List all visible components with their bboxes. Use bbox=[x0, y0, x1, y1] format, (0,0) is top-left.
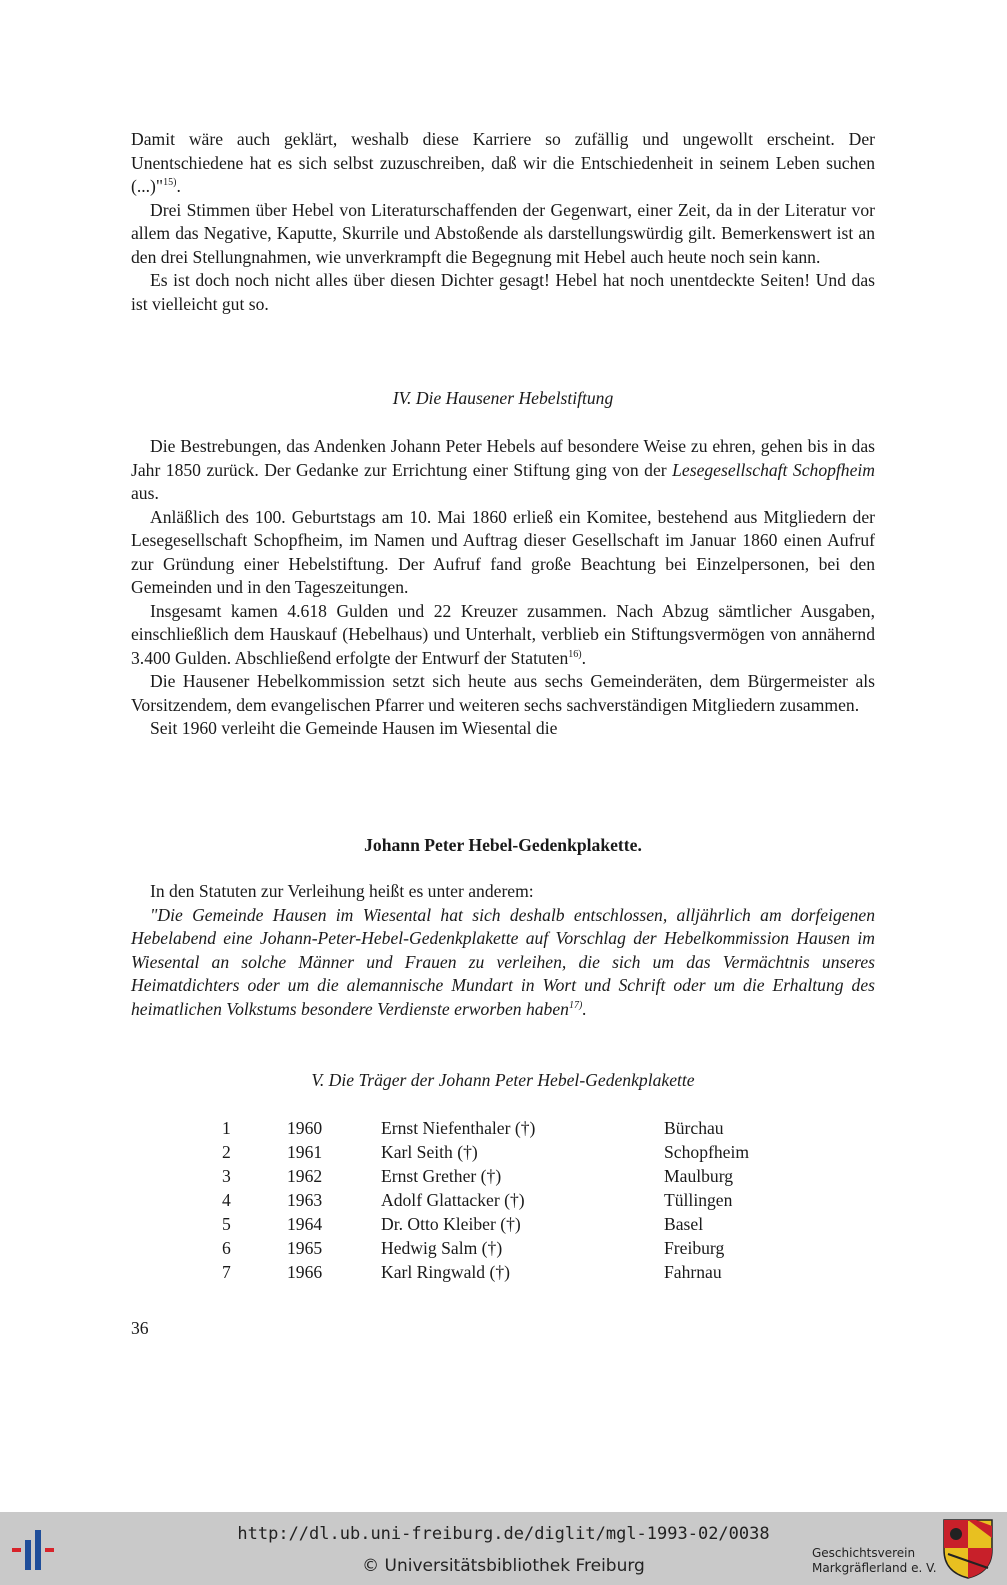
text-block-top bbox=[131, 128, 875, 316]
statute-quote-text: "Die Gemeinde Hausen im Wiesental hat sich deshalb entschlossen, alljährlich am dorfeigenen Hebelabend eine Johann-Peter-Hebel-Gedenkplakette auf Vorschlag der Hebelkommission Hausen im Wiesental an solche Männer und Frauen zu verleihen, die sich um das Vermächtnis unseres Heimatdichters oder um die alemannische Mundart in Wort und Schrift oder um die Erhaltung des heimatlichen Volkstums besondere Verdienste erworben haben bbox=[131, 904, 875, 1019]
row-number: 5 bbox=[222, 1214, 231, 1234]
society-line-2: Markgräflerland e. V. bbox=[812, 1561, 937, 1575]
statute-quote-tail: . bbox=[582, 998, 587, 1019]
bearers-table bbox=[222, 1116, 794, 1284]
section-4-paragraph-3 bbox=[131, 600, 875, 671]
row-year: 1963 bbox=[287, 1190, 323, 1210]
footnote-ref-15: 15) bbox=[163, 177, 177, 188]
footnote-ref-16: 16) bbox=[568, 648, 582, 660]
paragraph-3: Es ist doch noch nicht alles über diesen Dichter gesagt! Hebel hat noch unentdeckte Seiten! Und das ist vielleicht gut so. bbox=[131, 270, 875, 314]
paragraph-1-text: Damit wäre auch geklärt, weshalb diese Karriere so zufällig und ungewollt erscheint. Der Unentschiedene hat es sich selbst zuzuschreiben, daß wir die Entschiedenheit in seinem Leben suchen (...)" bbox=[131, 129, 875, 196]
row-name: Hedwig Salm (†) bbox=[381, 1238, 503, 1258]
section-4-paragraph-5: Seit 1960 verleiht die Gemeinde Hausen im Wiesental die bbox=[150, 718, 558, 738]
row-place: Schopfheim bbox=[664, 1142, 750, 1162]
row-number: 7 bbox=[222, 1262, 231, 1282]
row-number: 2 bbox=[222, 1142, 231, 1162]
section-4-p1-tail: aus. bbox=[131, 483, 159, 503]
section-4-p1-text: Die Bestrebungen, das Andenken Johann Peter Hebels auf besondere Weise zu ehren, gehen bis in das Jahr 1850 zurück. Der Gedanke zur Errichtung einer Stiftung ging von der bbox=[131, 436, 875, 480]
footnote-ref-17: 17) bbox=[568, 999, 583, 1011]
row-place: Basel bbox=[664, 1214, 704, 1234]
row-year: 1966 bbox=[287, 1262, 323, 1282]
section-4-heading: IV. Die Hausener Hebelstiftung bbox=[392, 388, 614, 408]
paragraph-1 bbox=[131, 128, 875, 199]
statute-intro: In den Statuten zur Verleihung heißt es unter anderem: bbox=[150, 881, 534, 901]
coat-of-arms-icon[interactable] bbox=[942, 1518, 994, 1580]
section-4-p3-text: Insgesamt kamen 4.618 Gulden und 22 Kreuzer zusammen. Nach Abzug sämtlicher Ausgaben, einschließlich dem Hauskauf (Hebelhaus) und Unterhalt, verblieb ein Stiftungsvermögen von annähernd 3.400 Gulden. Abschließend erfolgte der Entwurf der Statuten bbox=[131, 600, 875, 668]
lesegesellschaft-italic: Lesegesellschaft Schopfheim bbox=[672, 459, 876, 480]
section-4-paragraph-2: Anläßlich des 100. Geburtstags am 10. Mai 1860 erließ ein Komitee, bestehend aus Mitgliedern der Lesegesellschaft Schopfheim, im Namen und Auftrag dieser Gesellschaft im Januar 1860 einen Aufruf zur Gründung einer Hebelstiftung. Der Aufruf fand große Beachtung bei Einzelpersonen, bei den Gemeinden und in den Tageszeitungen. bbox=[131, 506, 875, 597]
row-name: Adolf Glattacker (†) bbox=[381, 1190, 525, 1210]
row-name: Karl Seith (†) bbox=[381, 1142, 478, 1162]
row-year: 1964 bbox=[287, 1214, 323, 1234]
table-row bbox=[222, 1236, 794, 1260]
society-line-1: Geschichtsverein bbox=[812, 1546, 916, 1560]
row-name: Ernst Niefenthaler (†) bbox=[381, 1118, 536, 1138]
row-number: 4 bbox=[222, 1190, 231, 1210]
row-number: 3 bbox=[222, 1166, 231, 1186]
paragraph-2: Drei Stimmen über Hebel von Literaturschaffenden der Gegenwart, einer Zeit, da in der Literatur vor allem das Negative, Kaputte, Skurrile und Abstoßende als darstellungswürdig gilt. Bemerkenswert ist an den drei Stellungnahmen, wie unverkrampft die Begegnung mit Hebel auch heute noch sein kann. bbox=[131, 199, 875, 267]
row-name: Ernst Grether (†) bbox=[381, 1166, 502, 1186]
text-block-statutes bbox=[131, 880, 875, 1021]
row-year: 1961 bbox=[287, 1142, 323, 1162]
table-row bbox=[222, 1260, 794, 1284]
row-place: Bürchau bbox=[664, 1118, 724, 1138]
row-place: Tüllingen bbox=[664, 1190, 733, 1210]
section-4-paragraph-1 bbox=[131, 435, 875, 506]
row-place: Maulburg bbox=[664, 1166, 734, 1186]
table-row bbox=[222, 1188, 794, 1212]
table-row bbox=[222, 1140, 794, 1164]
table-row bbox=[222, 1164, 794, 1188]
plaque-heading: Johann Peter Hebel-Gedenkplakette. bbox=[364, 835, 642, 855]
section-4-paragraph-4: Die Hausener Hebelkommission setzt sich heute aus sechs Gemeinderäten, dem Bürgermeister als Vorsitzendem, dem evangelischen Pfarrer und weiteren sechs sachverständigen Mitgliedern zusammen. bbox=[131, 671, 875, 715]
footnote-tail: . bbox=[176, 176, 181, 196]
row-number: 1 bbox=[222, 1118, 231, 1138]
row-name: Dr. Otto Kleiber (†) bbox=[381, 1214, 521, 1234]
row-place: Freiburg bbox=[664, 1238, 725, 1258]
page-number: 36 bbox=[131, 1318, 149, 1338]
statute-quote bbox=[131, 904, 875, 1022]
society-name bbox=[812, 1546, 937, 1576]
footer-bar bbox=[0, 1512, 1007, 1585]
footer-copyright: © Universitätsbibliothek Freiburg bbox=[362, 1556, 645, 1576]
row-year: 1962 bbox=[287, 1166, 323, 1186]
table-row bbox=[222, 1212, 794, 1236]
table-row bbox=[222, 1116, 794, 1140]
footer-url-link[interactable]: http://dl.ub.uni-freiburg.de/diglit/mgl-1993-02/0038 bbox=[237, 1524, 770, 1544]
section-4-p3-tail: . bbox=[581, 647, 587, 668]
row-year: 1960 bbox=[287, 1118, 323, 1138]
row-place: Fahrnau bbox=[664, 1262, 722, 1282]
text-block-section-4 bbox=[131, 435, 875, 741]
row-number: 6 bbox=[222, 1238, 231, 1258]
row-name: Karl Ringwald (†) bbox=[381, 1262, 510, 1282]
row-year: 1965 bbox=[287, 1238, 323, 1258]
section-5-heading: V. Die Träger der Johann Peter Hebel-Gedenkplakette bbox=[311, 1070, 695, 1090]
